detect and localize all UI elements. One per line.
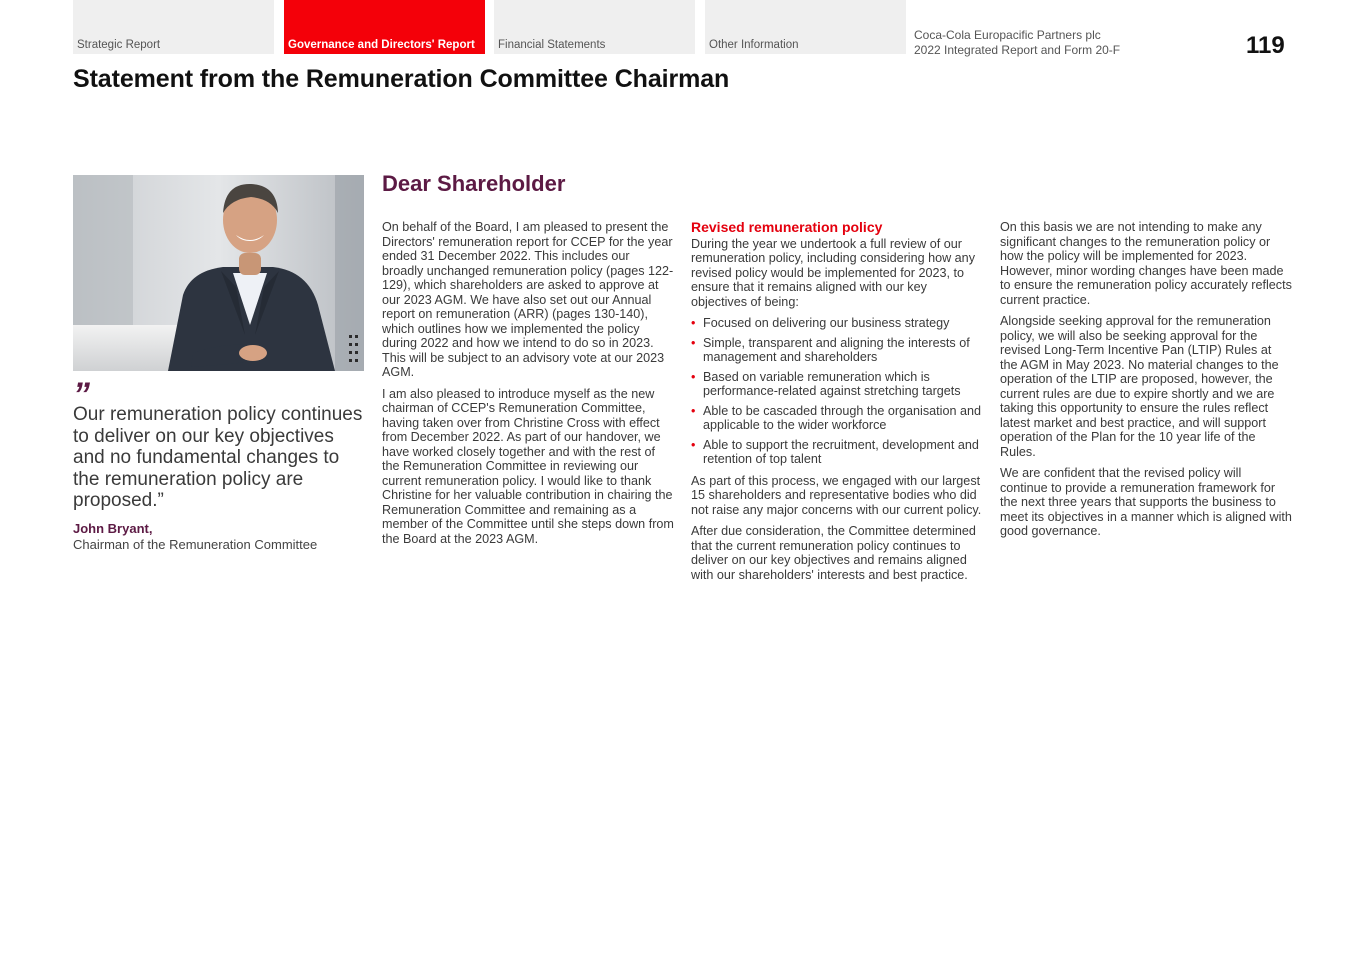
company-name: Coca-Cola Europacific Partners plc	[914, 28, 1101, 42]
tab-governance-report[interactable]	[284, 0, 485, 54]
quote-author-role: Chairman of the Remuneration Committee	[73, 537, 318, 552]
portrait-image	[73, 175, 364, 371]
tab-strategic-report[interactable]	[73, 0, 274, 54]
report-identifier	[914, 28, 1120, 58]
list-item: • Simple, transparent and aligning the interests of management and shareholders	[691, 336, 983, 365]
tab-label: Strategic Report	[77, 39, 161, 51]
paragraph: We are confident that the revised policy will continue to provide a remuneration framework for the next three years that supports the business to meet its objectives in a manner which is aligned with good governance.	[1000, 466, 1292, 538]
list-item: • Able to support the recruitment, development and retention of top talent	[691, 438, 983, 467]
tab-label: Other Information	[709, 39, 799, 51]
pull-quote: Our remuneration policy continues to deliver on our key objectives and no fundamental changes to the remuneration policy are proposed.”	[73, 404, 363, 511]
tab-label: Financial Statements	[498, 39, 606, 51]
list-item: • Based on variable remuneration which is performance-related against stretching targets	[691, 370, 983, 399]
tab-label: Governance and Directors' Report	[288, 39, 475, 51]
section-heading: Revised remuneration policy	[691, 219, 883, 235]
paragraph: As part of this process, we engaged with our largest 15 shareholders and representative bodies who did not raise any major concerns with our current policy.	[691, 473, 982, 517]
paragraph: During the year we undertook a full review of our remuneration policy, including considering how any revised policy would be implemented for 2023, to ensure that it remains aligned with our key objectives of being:	[691, 236, 975, 309]
paragraph: After due consideration, the Committee determined that the current remuneration policy continues to deliver on our key objectives and remains aligned with our shareholders' interests and best practice.	[691, 524, 976, 582]
quote-author: John Bryant,	[73, 521, 153, 536]
paragraph: I am also pleased to introduce myself as the new chairman of CCEP's Remuneration Committee, having taken over from Christine Cross with effect from December 2022. As part of our handover, we have worked closely together and with the rest of the Remuneration Committee in reviewing our current remuneration policy. I would like to thank Christine for her valuable contribution in chairing the Remuneration Committee and remaining as a member of the Committee until she steps down from the Board at the 2023 AGM.	[382, 386, 674, 546]
page-number: 119	[1246, 32, 1285, 59]
chairman-portrait	[73, 175, 364, 371]
list-item: • Able to be cascaded through the organisation and applicable to the wider workforce	[691, 404, 983, 433]
paragraph: Alongside seeking approval for the remuneration policy, we will also be seeking approval for the revised Long-Term Incentive Pan (LTIP) Rules at the AGM in May 2023. No material changes to the operation of the LTIP are proposed, however, the current rules are due to expire shortly and we are taking this opportunity to ensure the rules reflect latest market and best practice, and will support operation of the Plan for the 10 year life of the Rules.	[1000, 314, 1279, 459]
quotation-mark: ”	[73, 376, 90, 414]
paragraph: On behalf of the Board, I am pleased to present the Directors' remuneration report for CCEP for the year ended 31 December 2022. This includes our broadly unchanged remuneration policy (pages 122-129), which shareholders are asked to approve at our 2023 AGM. We have also set out our Annual report on remuneration (ARR) (pages 130-140), which outlines how we implemented the policy during 2022 and how we intend to do so in 2023. This will be subject to an advisory vote at our 2023 AGM.	[382, 220, 674, 379]
paragraph: On this basis we are not intending to make any significant changes to the remuneration policy or how the policy will be implemented for 2023. However, minor wording changes have been made to ensure the remuneration policy accurately reflects current practice.	[1000, 220, 1292, 307]
page-title: Statement from the Remuneration Committee Chairman	[73, 65, 730, 93]
tab-other-information[interactable]	[705, 0, 906, 54]
objectives-list	[691, 316, 983, 467]
report-name: 2022 Integrated Report and Form 20-F	[914, 43, 1121, 57]
body-column-2	[691, 220, 983, 589]
body-column-1	[382, 220, 674, 553]
body-column-3	[1000, 220, 1292, 546]
tab-financial-statements[interactable]	[494, 0, 695, 54]
letter-salutation: Dear Shareholder	[382, 171, 566, 196]
list-item: • Focused on delivering our business strategy	[691, 316, 983, 331]
